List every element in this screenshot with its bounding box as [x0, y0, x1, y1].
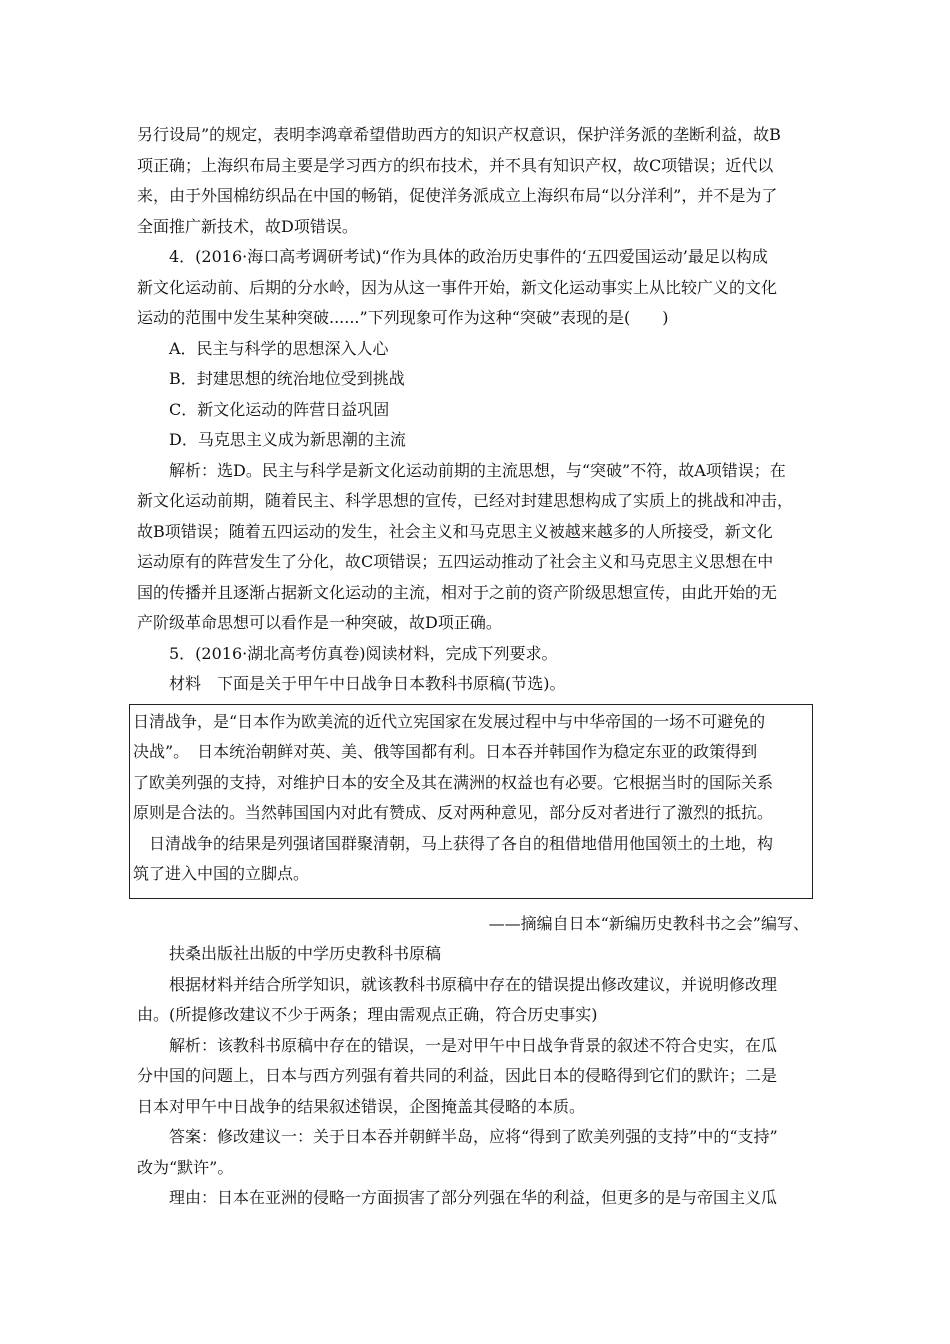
text-line: 改为“默许”。 — [137, 1157, 234, 1177]
material-intro: 材料 下面是关于甲午中日战争日本教科书原稿(节选)。 — [169, 674, 566, 693]
text-line: 根据材料并结合所学知识，就该教科书原稿中存在的错误提出修改建议，并说明修改理 — [169, 974, 778, 994]
question-4-options — [137, 334, 813, 456]
question-4-stem — [137, 242, 813, 334]
material-text — [130, 707, 812, 890]
text-line: 国的传播并且逐渐占据新文化运动的主流，相对于之前的资产阶级思想宣传，由此开始的无 — [137, 582, 778, 602]
intro-paragraph — [137, 120, 813, 242]
question-5-analysis — [137, 1031, 813, 1123]
question-5-stem — [137, 639, 813, 700]
text-line: 解析：该教科书原稿中存在的错误，一是对甲午中日战争背景的叙述不符合史实，在瓜 — [169, 1035, 778, 1055]
text-line: 全面推广新技术，故D项错误。 — [137, 216, 358, 236]
option-a: A．民主与科学的思想深入人心 — [169, 338, 389, 358]
text-line: 来，由于外国棉纺织品在中国的畅销，促使洋务派成立上海织布局“以分洋利”，并不是为了 — [137, 186, 778, 205]
option-c: C．新文化运动的阵营日益巩固 — [169, 399, 390, 419]
text-line: 产阶级革命思想可以看作是一种突破，故D项正确。 — [137, 613, 502, 632]
source-line: 扶桑出版社出版的中学历史教科书原稿 — [169, 944, 442, 963]
text-line: 4．(2016·海口高考调研考试)“作为具体的政治历史事件的‘五四爱国运动’最足以构成 — [169, 247, 768, 266]
question-5-answer — [137, 1122, 813, 1214]
text-line: 理由：日本在亚洲的侵略一方面损害了部分列强在华的利益，但更多的是与帝国主义瓜 — [169, 1188, 778, 1207]
text-line: 解析：选D。民主与科学是新文化运动前期的主流思想，与“突破”不符，故A项错误；在 — [169, 460, 786, 480]
question-4-analysis — [137, 456, 813, 639]
question-5-prompt — [137, 970, 813, 1031]
material-box — [129, 704, 813, 899]
text-line: 另行设局”的规定，表明李鸿章希望借助西方的知识产权意识，保护洋务派的垄断利益，故B — [137, 125, 781, 144]
text-line: 新文化运动前期，随着民主、科学思想的宣传，已经对封建思想构成了实质上的挑战和冲击， — [137, 491, 794, 510]
text-line: 了欧美列强的支持，对维护日本的安全及其在满洲的权益也有必要。它根据当时的国际关系 — [133, 772, 774, 792]
option-b: B．封建思想的统治地位受到挑战 — [169, 369, 405, 388]
option-d: D．马克思主义成为新思潮的主流 — [169, 430, 406, 449]
text-line: 日本对甲午中日战争的结果叙述错误，企图掩盖其侵略的本质。 — [137, 1096, 586, 1116]
material-source — [137, 909, 813, 940]
material-source-cont — [137, 939, 813, 970]
text-line: 由。(所提修改建议不少于两条；理由需观点正确，符合历史事实) — [137, 1005, 598, 1024]
text-line: 5．(2016·湖北高考仿真卷)阅读材料，完成下列要求。 — [169, 643, 558, 663]
text-line: 分中国的问题上，日本与西方列强有着共同的利益，因此日本的侵略得到它们的默许；二是 — [137, 1066, 778, 1085]
text-line: 决战”。 日本统治朝鲜对英、美、俄等国都有利。日本吞并韩国作为稳定东亚的政策得到 — [133, 742, 758, 761]
document-page — [133, 120, 813, 1214]
text-line: 故B项错误；随着五四运动的发生，社会主义和马克思主义被越来越多的人所接受，新文化 — [137, 521, 773, 541]
text-line: 筑了进入中国的立脚点。 — [133, 864, 310, 883]
text-line: 日清战争，是“日本作为欧美流的近代立宪国家在发展过程中与中华帝国的一场不可避免的 — [133, 711, 766, 731]
text-line: 项正确；上海织布局主要是学习西方的织布技术，并不具有知识产权，故C项错误；近代以 — [137, 155, 774, 175]
source-line: ——摘编自日本“新编历史教科书之会”编写、 — [488, 913, 809, 933]
text-line: 答案：修改建议一：关于日本吞并朝鲜半岛，应将“得到了欧美列强的支持”中的“支持” — [169, 1127, 778, 1146]
text-line: 日清战争的结果是列强诸国群聚清朝，马上获得了各自的租借地借用他国领土的土地，构 — [149, 833, 774, 853]
text-line: 新文化运动前、后期的分水岭，因为从这一事件开始，新文化运动事实上从比较广义的文化 — [137, 277, 778, 297]
text-line: 运动原有的阵营发生了分化，故C项错误；五四运动推动了社会主义和马克思主义思想在中 — [137, 552, 774, 571]
text-line: 原则是合法的。当然韩国国内对此有赞成、反对两种意见，部分反对者进行了激烈的抵抗。 — [133, 803, 774, 822]
text-line: 运动的范围中发生某种突破......”下列现象可作为这种“突破”表现的是( ) — [137, 308, 669, 327]
